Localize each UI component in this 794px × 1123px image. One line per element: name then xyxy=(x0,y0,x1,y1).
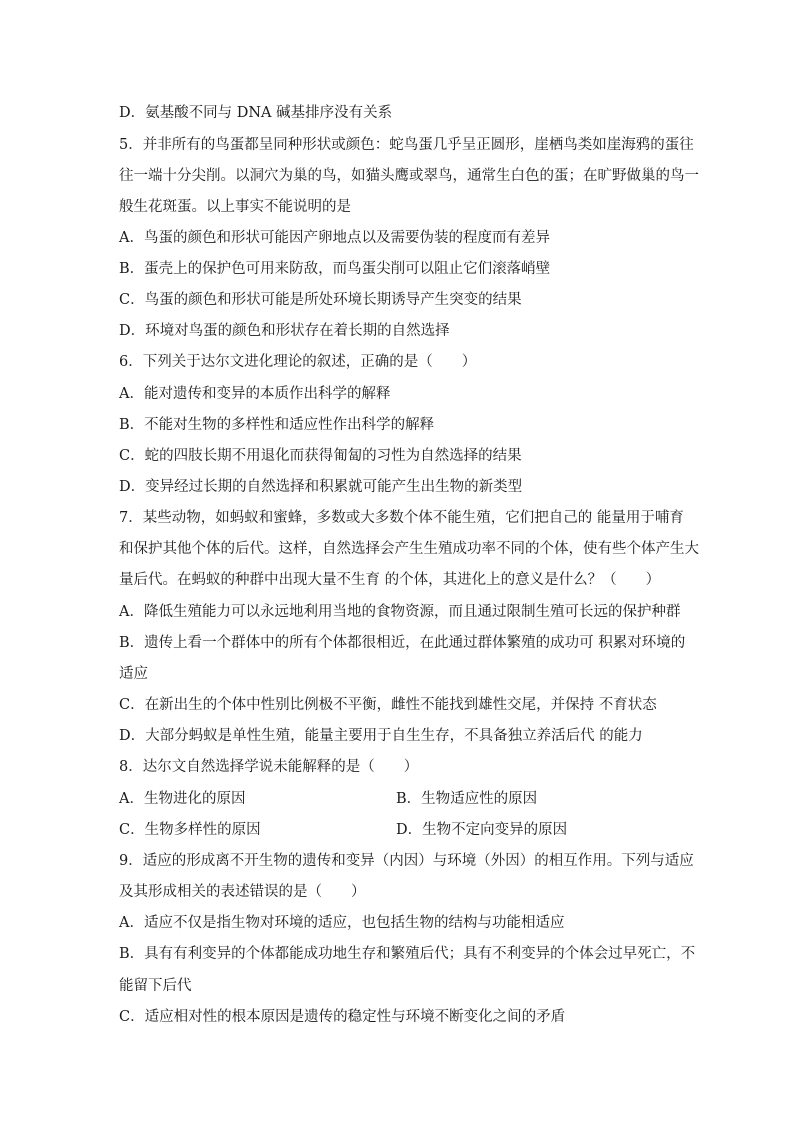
q5-option-d: D．环境对鸟蛋的颜色和形状存在着长期的自然选择 xyxy=(119,323,450,339)
q8-option-c: C．生物多样性的原因 xyxy=(119,822,261,838)
q5-stem-line-3: 般生花斑蛋。以上事实不能说明的是 xyxy=(119,199,351,215)
q6-stem: 6．下列关于达尔文进化理论的叙述，正确的是（ ） xyxy=(119,354,477,370)
q9-stem-line-1: 9．适应的形成离不开生物的遗传和变异（内因）与环境（外因）的相互作用。下列与适应 xyxy=(119,853,694,869)
q5-stem-line-1: 5．并非所有的鸟蛋都呈同种形状或颜色：蛇鸟蛋几乎呈正圆形，崖栖鸟类如崖海鸦的蛋往 xyxy=(119,137,694,153)
q6-option-d: D．变异经过长期的自然选择和积累就可能产生出生物的新类型 xyxy=(119,479,523,495)
q5-option-c: C．鸟蛋的颜色和形状可能是所处环境长期诱导产生突变的结果 xyxy=(119,292,522,308)
q6-option-b: B．不能对生物的多样性和适应性作出科学的解释 xyxy=(119,417,435,433)
q7-option-d: D．大部分蚂蚁是单性生殖，能量主要用于自生生存，不具备独立养活后代 的能力 xyxy=(119,728,643,744)
q7-option-c: C．在新出生的个体中性别比例极不平衡，雌性不能找到雄性交尾，并保持 不育状态 xyxy=(119,697,657,713)
q7-stem-line-2: 和保护其他个体的后代。这样，自然选择会产生生殖成功率不同的个体，使有些个体产生大 xyxy=(119,541,699,557)
q6-option-c: C．蛇的四肢长期不用退化而获得匍匐的习性为自然选择的结果 xyxy=(119,448,522,464)
q9-option-b-line-1: B．具有有利变异的个体都能成功地生存和繁殖后代；具有不利变异的个体会过早死亡，不 xyxy=(119,946,696,962)
q7-stem-line-3: 量后代。在蚂蚁的种群中出现大量不生育 的个体，其进化上的意义是什么？（ ） xyxy=(119,572,661,588)
q5-option-b: B．蛋壳上的保护色可用来防敌，而鸟蛋尖削可以阻止它们滚落峭壁 xyxy=(119,261,551,277)
q7-option-b-line-2: 适应 xyxy=(119,666,148,682)
q9-stem-line-2: 及其形成相关的表述错误的是（ ） xyxy=(119,884,366,900)
q8-option-a: A．生物进化的原因 xyxy=(119,791,246,807)
q7-option-a: A．降低生殖能力可以永远地利用当地的食物资源，而且通过限制生殖可长远的保护种群 xyxy=(119,604,681,620)
q7-option-b-line-1: B．遗传上看一个群体中的所有个体都很相近，在此通过群体繁殖的成功可 积累对环境的 xyxy=(119,635,686,651)
q8-stem: 8．达尔文自然选择学说未能解释的是（ ） xyxy=(119,759,419,775)
q7-stem-line-1: 7．某些动物，如蚂蚁和蜜蜂，多数或大多数个体不能生殖，它们把自己的 能量用于哺育 xyxy=(119,510,684,526)
q8-option-d: D．生物不定向变异的原因 xyxy=(396,822,568,838)
q4-option-d: D．氨基酸不同与 DNA 碱基排序没有关系 xyxy=(119,105,393,121)
q8-option-b: B．生物适应性的原因 xyxy=(396,791,538,807)
q6-option-a: A．能对遗传和变异的本质作出科学的解释 xyxy=(119,386,391,402)
q9-option-c: C．适应相对性的根本原因是遗传的稳定性与环境不断变化之间的矛盾 xyxy=(119,1009,566,1025)
q9-option-b-line-2: 能留下后代 xyxy=(119,978,192,994)
q5-stem-line-2: 往一端十分尖削。以洞穴为巢的鸟，如猫头鹰或翠鸟，通常生白色的蛋；在旷野做巢的鸟一 xyxy=(119,168,699,184)
q9-option-a: A．适应不仅是指生物对环境的适应，也包括生物的结构与功能相适应 xyxy=(119,915,565,931)
q5-option-a: A．鸟蛋的颜色和形状可能因产卵地点以及需要伪装的程度而有差异 xyxy=(119,230,550,246)
